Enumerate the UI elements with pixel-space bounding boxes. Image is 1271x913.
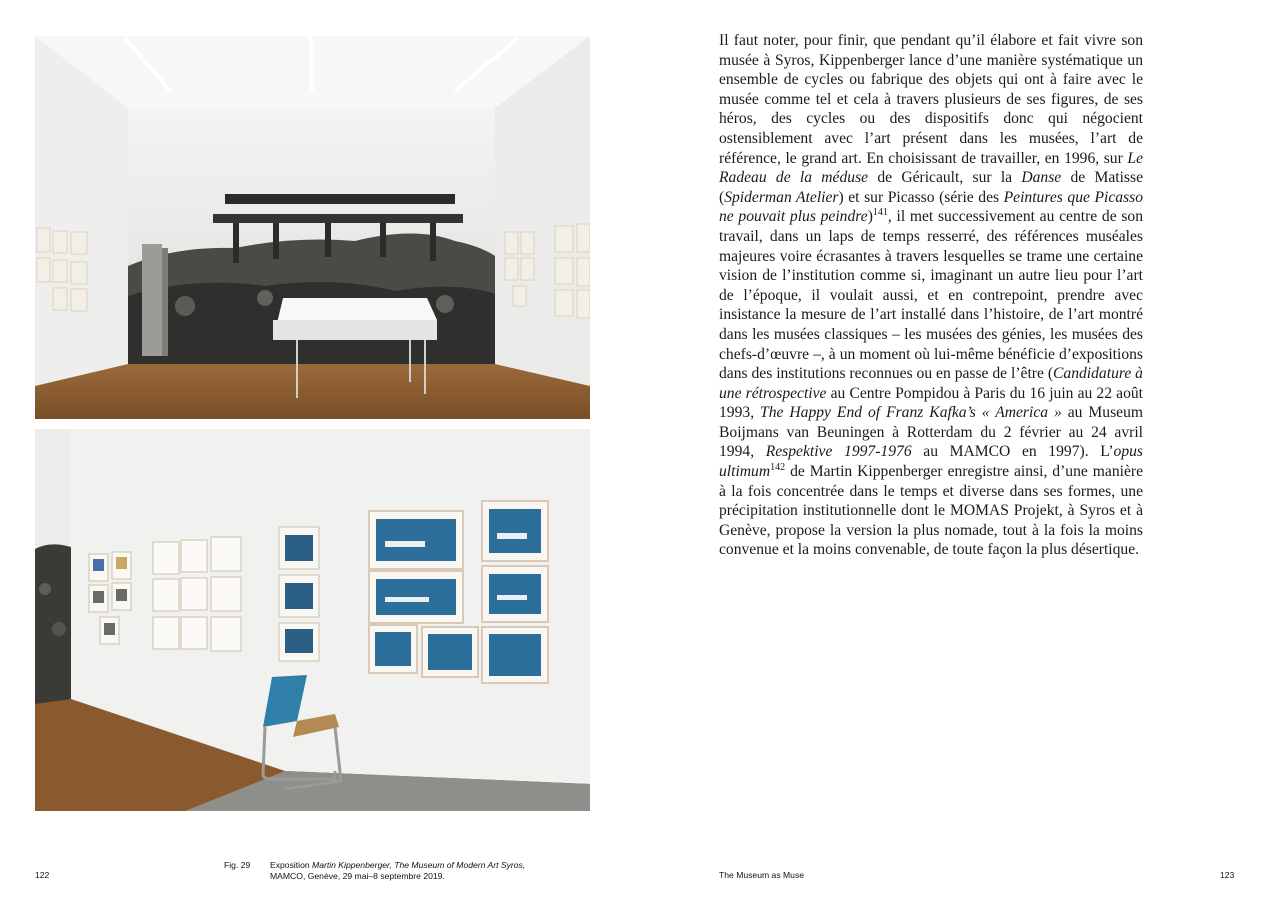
body-text-run: au MAMCO en 1997). L’ bbox=[911, 443, 1114, 461]
italic-title-radeau: Le Radeau de la méduse bbox=[719, 149, 1143, 187]
body-text-run: de Matisse ( bbox=[719, 169, 1143, 206]
body-text-run: au Centre Pompidou à Paris du 16 juin au 22 août 1993, bbox=[719, 384, 1143, 422]
caption-prefix: Exposition bbox=[270, 860, 313, 870]
body-text-run: Il faut noter, pour finir, que pendant qu’il élabore et fait vivre son musée à Syros, Kippenberger lance d’une manière systématique un ensemble de cycles ou fabrique des objets qui ont à faire avec le musée comme tel et cela à travers plusieurs de ses figures, de ses héros, des cycles ou des dispositifs donc qui négocient ostensiblement avec l’art présent dans les musées, l’art de référence, le grand art. En choisissant de travailler, en 1996, sur bbox=[719, 32, 1143, 167]
italic-title-danse: Danse bbox=[1021, 169, 1062, 187]
italic-opus-ultimum: opus ultimum bbox=[719, 443, 1143, 481]
figure-caption-line-1 bbox=[270, 860, 525, 871]
running-head: The Museum as Muse bbox=[719, 870, 805, 880]
caption-exhibition-title: Martin Kippenberger, The Museum of Modern Art Syros, bbox=[312, 860, 526, 870]
footnote-ref-142: 142 bbox=[770, 462, 786, 474]
page-number-left: 122 bbox=[35, 870, 50, 880]
italic-title-respektive: Respektive 1997-1976 bbox=[765, 443, 912, 461]
body-text-run: au Museum Boijmans van Beuningen à Rotterdam du 2 février au 24 avril 1994, bbox=[719, 404, 1144, 461]
body-text-run: de Géricault, sur la bbox=[868, 169, 1022, 187]
italic-title-peintures: Peintures que Picasso ne pouvait plus peindre bbox=[719, 188, 1143, 226]
figure-caption bbox=[270, 860, 525, 882]
body-text-run: de Martin Kippenberger enregistre ainsi, d’une manière à la fois concentrée dans le temps et diverse dans ses formes, une précipitation institutionnelle dont le MOMAS Projekt, à Syros et à Genève, propose la version la plus nomade, tout à la fois la moins convenue et la moins convenable, de toute façon la plus désertique. bbox=[719, 463, 1143, 559]
exhibition-photo-room-mural bbox=[35, 36, 590, 419]
body-text-run: ) et sur Picasso (série des bbox=[838, 188, 1004, 206]
body-text-run: , il met successivement au centre de son travail, dans un laps de temps resserré, des références muséales majeures voire écrasantes à travers lesquelles se trame une certaine vision de l’institution comme si, imaginant un autre lieu pour l’art de l’époque, il voulait aussi, et en contrepoint, prendre avec insistance la mesure de l’art installé dans l’histoire, de l’art montré dans les musées classiques – les musées des génies, les musées des chefs-d’œuvre –, à un moment où lui-même bénéficie d’expositions dans des institutions reconnues ou en passe de l’être ( bbox=[719, 208, 1143, 383]
italic-title-spiderman: Spiderman Atelier bbox=[724, 188, 839, 206]
body-text-run: ) bbox=[867, 208, 873, 226]
page-number-right: 123 bbox=[1220, 870, 1235, 880]
italic-title-happy-end: The Happy End of Franz Kafka’s « America » bbox=[760, 404, 1062, 422]
figure-caption-line-2: MAMCO, Genève, 29 mai–8 septembre 2019. bbox=[270, 871, 445, 881]
footnote-ref-141: 141 bbox=[872, 207, 888, 219]
body-paragraph bbox=[719, 31, 1143, 560]
figure-label: Fig. 29 bbox=[224, 860, 251, 870]
exhibition-photo-wall-works bbox=[35, 429, 590, 811]
italic-title-candidature: Candidature à une rétrospective bbox=[719, 365, 1143, 402]
